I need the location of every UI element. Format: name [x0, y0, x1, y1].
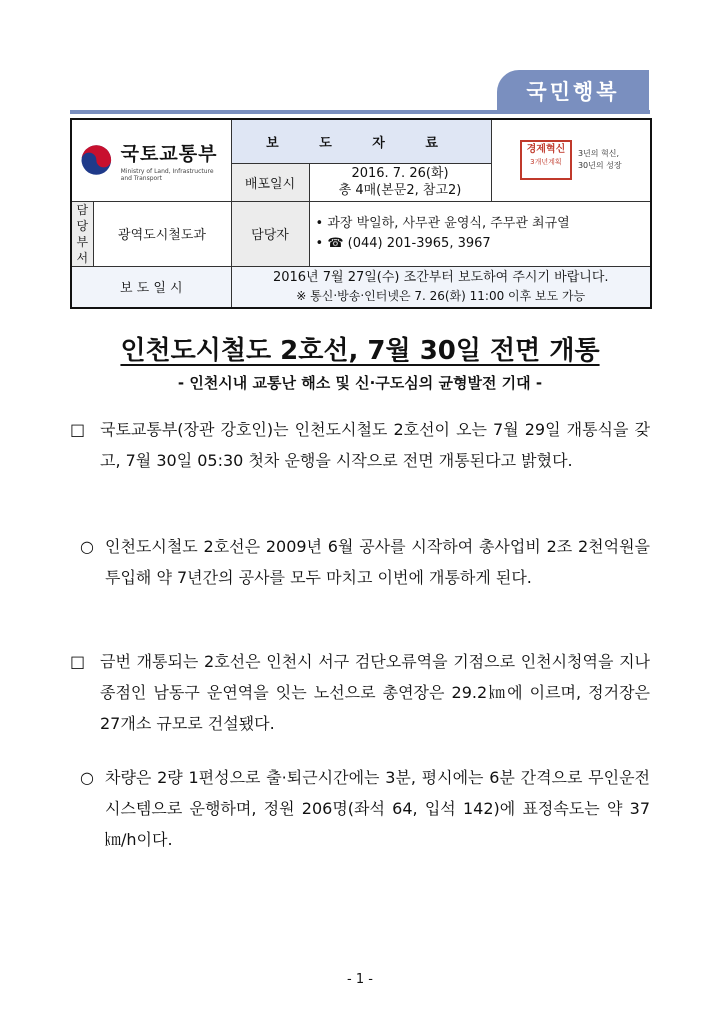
paragraph-3 — [70, 646, 650, 739]
checkbox-bullet-icon: □ — [70, 420, 86, 439]
distribution-date: 2016. 7. 26(화) — [351, 166, 449, 181]
checkbox-bullet-icon: □ — [70, 652, 86, 671]
paragraph-text: 국토교통부(장관 강호인)는 인천도시철도 2호선이 오는 7월 29일 개통식을 갖고, 7월 30일 05:30 첫차 운행을 시작으로 전면 개통된다고 밝혔다. — [100, 420, 650, 470]
department-label: 담당부서 — [71, 201, 93, 266]
contact-label: 담당자 — [231, 201, 309, 266]
department-value: 광역도시철도과 — [93, 201, 231, 266]
paragraph-text: 인천도시철도 2호선은 2009년 6월 공사를 시작하여 총사업비 2조 2천억원을 투입해 약 7년간의 공사를 모두 마치고 이번에 개통하게 된다. — [105, 537, 650, 587]
distribution-info — [309, 163, 491, 201]
subheadline: - 인천시내 교통난 해소 및 신·구도심의 균형발전 기대 - — [177, 374, 543, 392]
distribution-label: 배포일시 — [231, 163, 309, 201]
paragraph-2 — [80, 531, 650, 593]
release-label: 보 도 일 시 — [71, 266, 231, 308]
ministry-name: 국토교통부 — [120, 142, 218, 165]
paragraph-1 — [70, 414, 650, 476]
stamp-logo: 경제혁신 3개년계획 — [520, 140, 572, 180]
contact-phone: • ☎ (044) 201-3965, 3967 — [315, 235, 491, 251]
contact-names: • 과장 박일하, 사무관 윤영식, 주무관 최규열 — [315, 215, 570, 231]
slogan-banner: 국민행복 — [497, 70, 649, 114]
economic-innovation-stamp — [491, 119, 651, 201]
government-emblem-icon — [80, 139, 113, 181]
ministry-logo-cell — [71, 119, 231, 201]
ministry-name-en: Ministry of Land, Infrastructure and Transport — [120, 167, 214, 182]
release-online-note: ※ 통신‧방송‧인터넷은 7. 26(화) 11:00 이후 보도 가능 — [296, 288, 586, 303]
headline: 인천도시철도 2호선, 7월 30일 전면 개통 — [120, 336, 600, 366]
circle-bullet-icon: ○ — [80, 768, 94, 787]
stamp-line-2: 30년의 성장 — [577, 161, 622, 171]
paragraph-text: 금번 개통되는 2호선은 인천시 서구 검단오류역을 기점으로 인천시청역을 지나 종점인 남동구 운연역을 잇는 노선으로 총연장은 29.2㎞에 이르며, 정거장은 27개소 규모로 건설됐다. — [100, 652, 650, 733]
stamp-line-1: 3년의 혁신, — [577, 149, 620, 159]
distribution-pages: 총 4매(본문2, 참고2) — [338, 183, 462, 198]
release-embargo: 2016년 7월 27일(수) 조간부터 보도하여 주시기 바랍니다. — [272, 269, 609, 285]
contact-info — [309, 201, 651, 266]
paragraph-text: 차량은 2량 1편성으로 출·퇴근시간에는 3분, 평시에는 6분 간격으로 무인운전 시스템으로 운행하며, 정원 206명(좌석 64, 입석 142)에 표정속도는 약 37㎞/h이다. — [105, 768, 650, 849]
press-header-table — [70, 118, 652, 309]
circle-bullet-icon: ○ — [80, 537, 94, 556]
banner-rule — [70, 110, 650, 114]
paragraph-4 — [80, 762, 650, 855]
release-info — [231, 266, 651, 308]
press-release-title: 보 도 자 료 — [231, 119, 491, 163]
page-number: - 1 - — [347, 972, 373, 987]
